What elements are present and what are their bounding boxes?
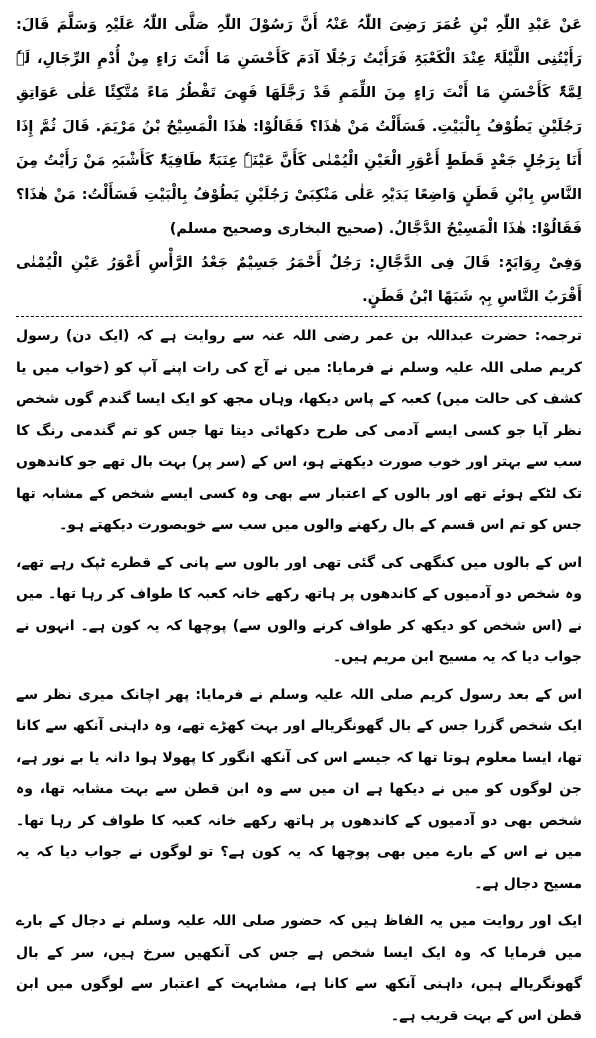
urdu-translation-p2: اس کے بالوں میں کنگھی کی گئی تھی اور بالوں سے پانی کے قطرے ٹپک رہے تھے، وہ شخص دو آدمیوں کے کاندھوں پر ہاتھ رکھے خانہ کعبہ کا طواف کر رہا تھا۔ میں نے (اس شخص کو دیکھ کر طواف کرنے والوں سے) پوچھا کہ یہ کون ہے۔ انہوں نے جواب دیا کہ یہ مسیح ابن مریم ہیں۔ <box>16 554 582 665</box>
arabic-second-narration <box>16 246 582 314</box>
arabic-main-text: عَنْ عَبْدِ اللّٰہِ بْنِ عُمَرَ رَضِیَ اللّٰہُ عَنْہُ أَنَّ رَسُوْلَ اللّٰہِ صَلَّی اللّٰہُ عَلَیْہِ وَسَلَّمَ قَالَ: رَأَیْتُنِی اللَّیْلَۃَ عِنْدَ الْکَعْبَۃِ فَرَأَیْتُ رَجُلًا آدَمَ کَأَحْسَنِ مَا أَنْتَ رَاءٍ مِنْ أُدْمِ الرِّجَالِ، لَہٗ لِمَّۃٌ کَأَحْسَنِ مَا أَنْتَ رَاءٍ مِنَ اللِّمَمِ قَدْ رَجَّلَھَا فَھِیَ تَقْطُرُ مَاءً مُتَّکِئًا عَلٰی عَوَاتِقِ رَجُلَیْنِ یَطُوْفُ بِالْبَیْتِ. فَسَأَلْتُ مَنْ ھٰذَا؟ فَقَالُوْا: ھٰذَا الْمَسِیْحُ بْنُ مَرْیَمَ. قَالَ ثُمَّ إِذَا أَنَا بِرَجُلٍ جَعْدٍ قَطَطٍ أَعْوَرِ الْعَیْنِ الْیُمْنٰی کَأَنَّ عَیْنَہٗ عِنَبَۃٌ طَافِیَۃٌ کَأَشْبَہِ مَنْ رَأَیْتُ مِنَ النَّاسِ بِابْنِ قَطَنٍ وَاضِعًا یَدَیْہِ عَلٰی مَنْکِبَیْ رَجُلَیْنِ یَطُوْفُ بِالْبَیْتِ فَسَأَلْتُ: مَنْ ھٰذَا؟ فَقَالُوْا: ھٰذَا الْمَسِیْحُ الدَّجَّالُ. <box>16 17 582 237</box>
arabic-hadith-text <box>16 8 582 246</box>
separator-line <box>16 316 582 317</box>
hadith-source: (صحیح البخاری وصحیح مسلم) <box>169 221 384 237</box>
urdu-translation-p3: اس کے بعد رسول کریم صلی اللہ علیہ وسلم نے فرمایا: پھر اچانک میری نظر سے ایک شخص گزرا جس کے بال گھونگریالے اور بہت کھڑے تھے، وہ داہنی آنکھ سے کانا تھا، ایسا معلوم ہوتا تھا کہ جیسے اس کی آنکھ انگور کا پھولا ہوا دانہ یا بے نور ہے، جن لوگوں کو میں نے دیکھا ہے ان میں سے وہ ابن قطن سے بہت مشابہ تھا، وہ شخص بھی دو آدمیوں کے کاندھوں پر ہاتھ رکھے خانہ کعبہ کا طواف کر رہا تھا۔ میں نے اس کے بارے میں بھی پوچھا کہ یہ کون ہے؟ تو لوگوں نے جواب دیا کہ یہ مسیح دجال ہے۔ <box>16 686 582 892</box>
urdu-translation-p1: ترجمہ: حضرت عبداللہ بن عمر رضی اللہ عنہ سے روایت ہے کہ (ایک دن) رسول کریم صلی اللہ علیہ وسلم نے فرمایا: میں نے آج کی رات اپنے آپ کو (خواب میں یا کشف کی حالت میں) کعبہ کے پاس دیکھا، وہاں مجھ کو ایک ایسا گندم گوں شخص نظر آیا جو کسی ایسے آدمی کی طرح دکھائی دیتا تھا جس کو تم گندمی رنگ کا سب سے بہتر اور خوب صورت دیکھتے ہو، اس کے (سر پر) بہت بال تھے جو کاندھوں تک لٹکے ہوئے تھے اور بالوں کے اعتبار سے بھی وہ کسی ایسے شخص کے مشابہ تھا جس کو تم اس قسم کے بال رکھنے والوں میں سب سے خوبصورت دیکھتے ہو۔ <box>16 328 582 533</box>
arabic-second-text: وَفِیْ رِوَایَۃٍ: قَالَ فِی الدَّجَّالِ: رَجُلٌ أَحْمَرُ جَسِیْمٌ جَعْدُ الرَّأْسِ أَعْوَرُ عَیْنِ الْیُمْنٰی أَقْرَبُ النَّاسِ بِہٖ شَبَھًا ابْنُ قَطَنٍ. <box>16 255 582 305</box>
hadith-page <box>16 8 582 1038</box>
urdu-translation-p4: ایک اور روایت میں یہ الفاظ ہیں کہ حضور صلی اللہ علیہ وسلم نے دجال کے بارے میں فرمایا کہ وہ ایک ایسا شخص ہے جس کی آنکھیں سرخ ہیں، سر کے بال گھونگریالے ہیں، داہنی آنکھ سے کانا ہے، مشابہت کے اعتبار سے لوگوں میں ابن قطن اس کے بہت قریب ہے۔ <box>16 913 582 1024</box>
